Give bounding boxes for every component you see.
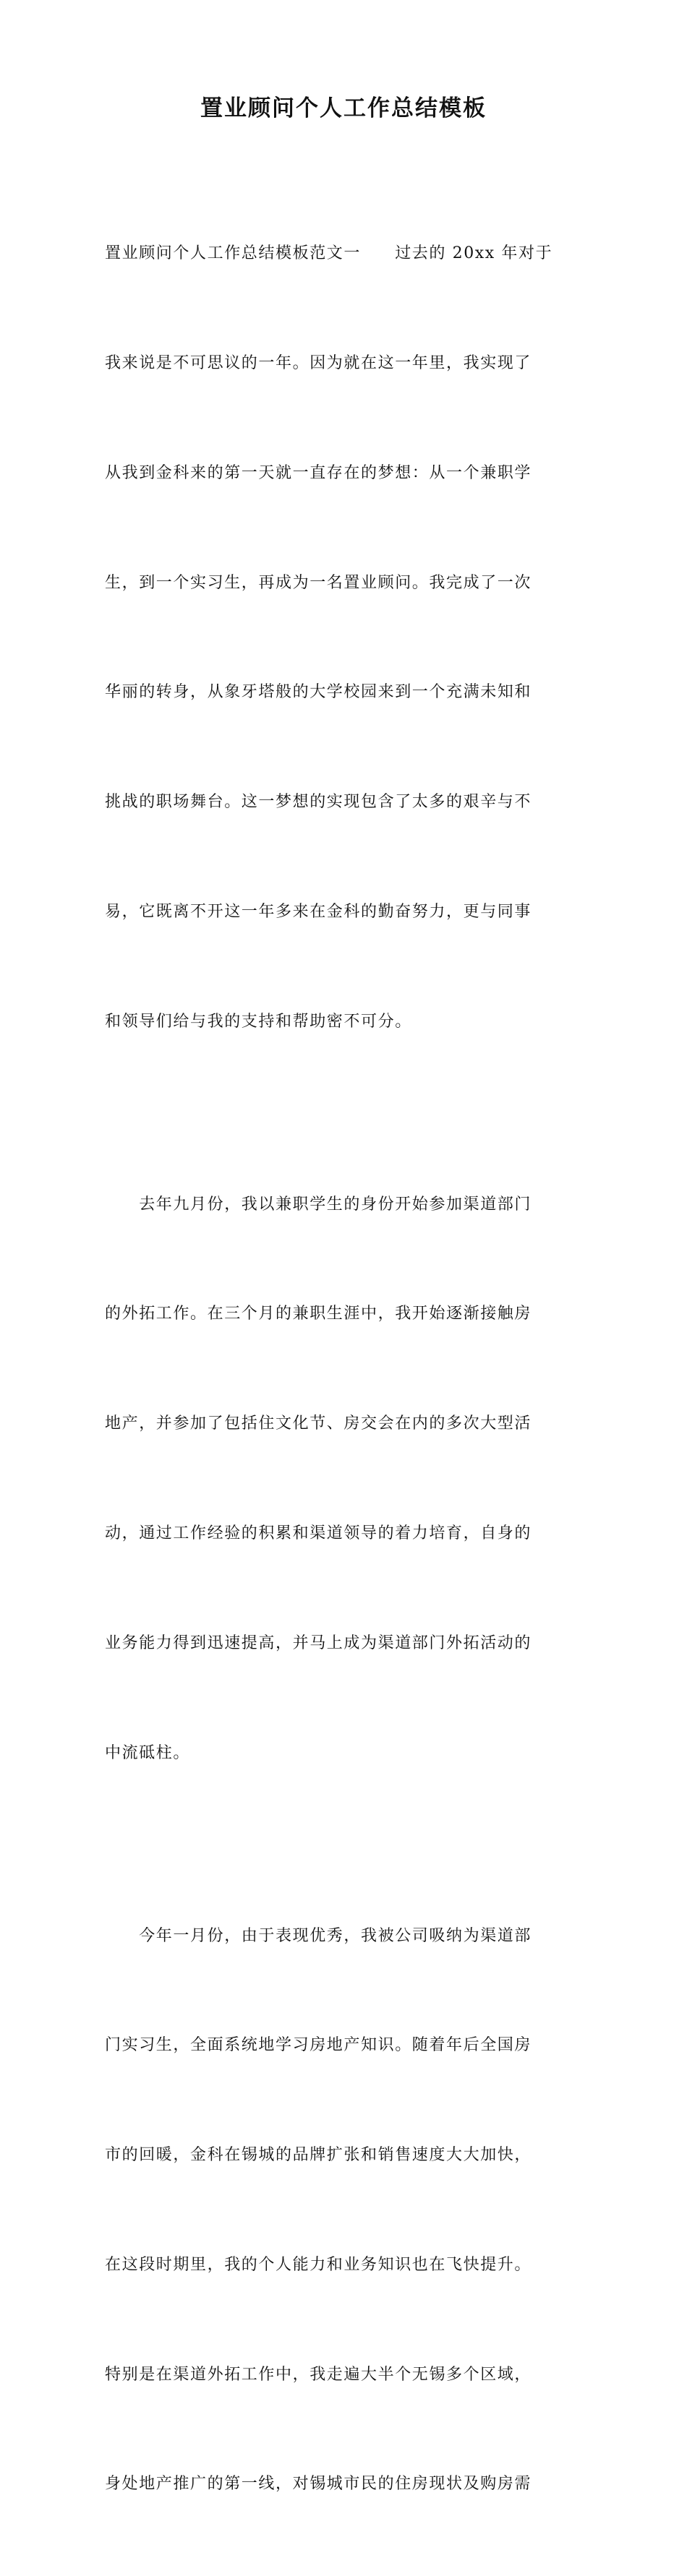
text-line: 市的回暖，金科在锡城的品牌扩张和销售速度大大加快， xyxy=(105,2146,532,2165)
text-line: 的外拓工作。在三个月的兼职生涯中，我开始逐渐接触房 xyxy=(105,1305,532,1323)
text-line: 门实习生，全面系统地学习房地产知识。随着年后全国房 xyxy=(105,2036,532,2055)
text-line: 置业顾问个人工作总结模板范文一 过去的 20xx 年对于 xyxy=(105,244,553,263)
text-line: 身处地产推广的第一线，对锡城市民的住房现状及购房需 xyxy=(105,2475,532,2494)
text-line: 特别是在渠道外拓工作中，我走遍大半个无锡多个区域， xyxy=(105,2365,532,2384)
text-line: 在这段时期里，我的个人能力和业务知识也在飞快提升。 xyxy=(105,2255,532,2274)
document-title: 置业顾问个人工作总结模板 xyxy=(200,95,487,121)
text-line: 从我到金科来的第一天就一直存在的梦想：从一个兼职学 xyxy=(105,463,532,482)
text-line: 生，到一个实习生，再成为一名置业顾问。我完成了一次 xyxy=(105,573,532,592)
text-line: 中流砥柱。 xyxy=(105,1743,191,1762)
text-line: 我来说是不可思议的一年。因为就在这一年里，我实现了 xyxy=(105,353,532,372)
text-line: 地产，并参加了包括住文化节、房交会在内的多次大型活 xyxy=(105,1414,532,1433)
paragraph-2 xyxy=(105,1113,586,1845)
text-line: 挑战的职场舞台。这一梦想的实现包含了太多的艰辛与不 xyxy=(105,793,532,812)
paragraph-1 xyxy=(105,163,586,1113)
text-line: 华丽的转身，从象牙塔般的大学校园来到一个充满未知和 xyxy=(105,683,532,702)
text-line: 去年九月份，我以兼职学生的身份开始参加渠道部门 xyxy=(105,1195,532,1214)
paragraph-3 xyxy=(105,1845,586,2576)
text-line: 今年一月份，由于表现优秀，我被公司吸纳为渠道部 xyxy=(105,1926,532,1945)
text-line: 动，通过工作经验的积累和渠道领导的着力培育，自身的 xyxy=(105,1524,532,1542)
text-line: 和领导们给与我的支持和帮助密不可分。 xyxy=(105,1012,412,1031)
text-line: 易，它既离不开这一年多来在金科的勤奋努力，更与同事 xyxy=(105,902,532,921)
text-line: 业务能力得到迅速提高，并马上成为渠道部门外拓活动的 xyxy=(105,1633,532,1652)
document-body xyxy=(105,163,586,2576)
